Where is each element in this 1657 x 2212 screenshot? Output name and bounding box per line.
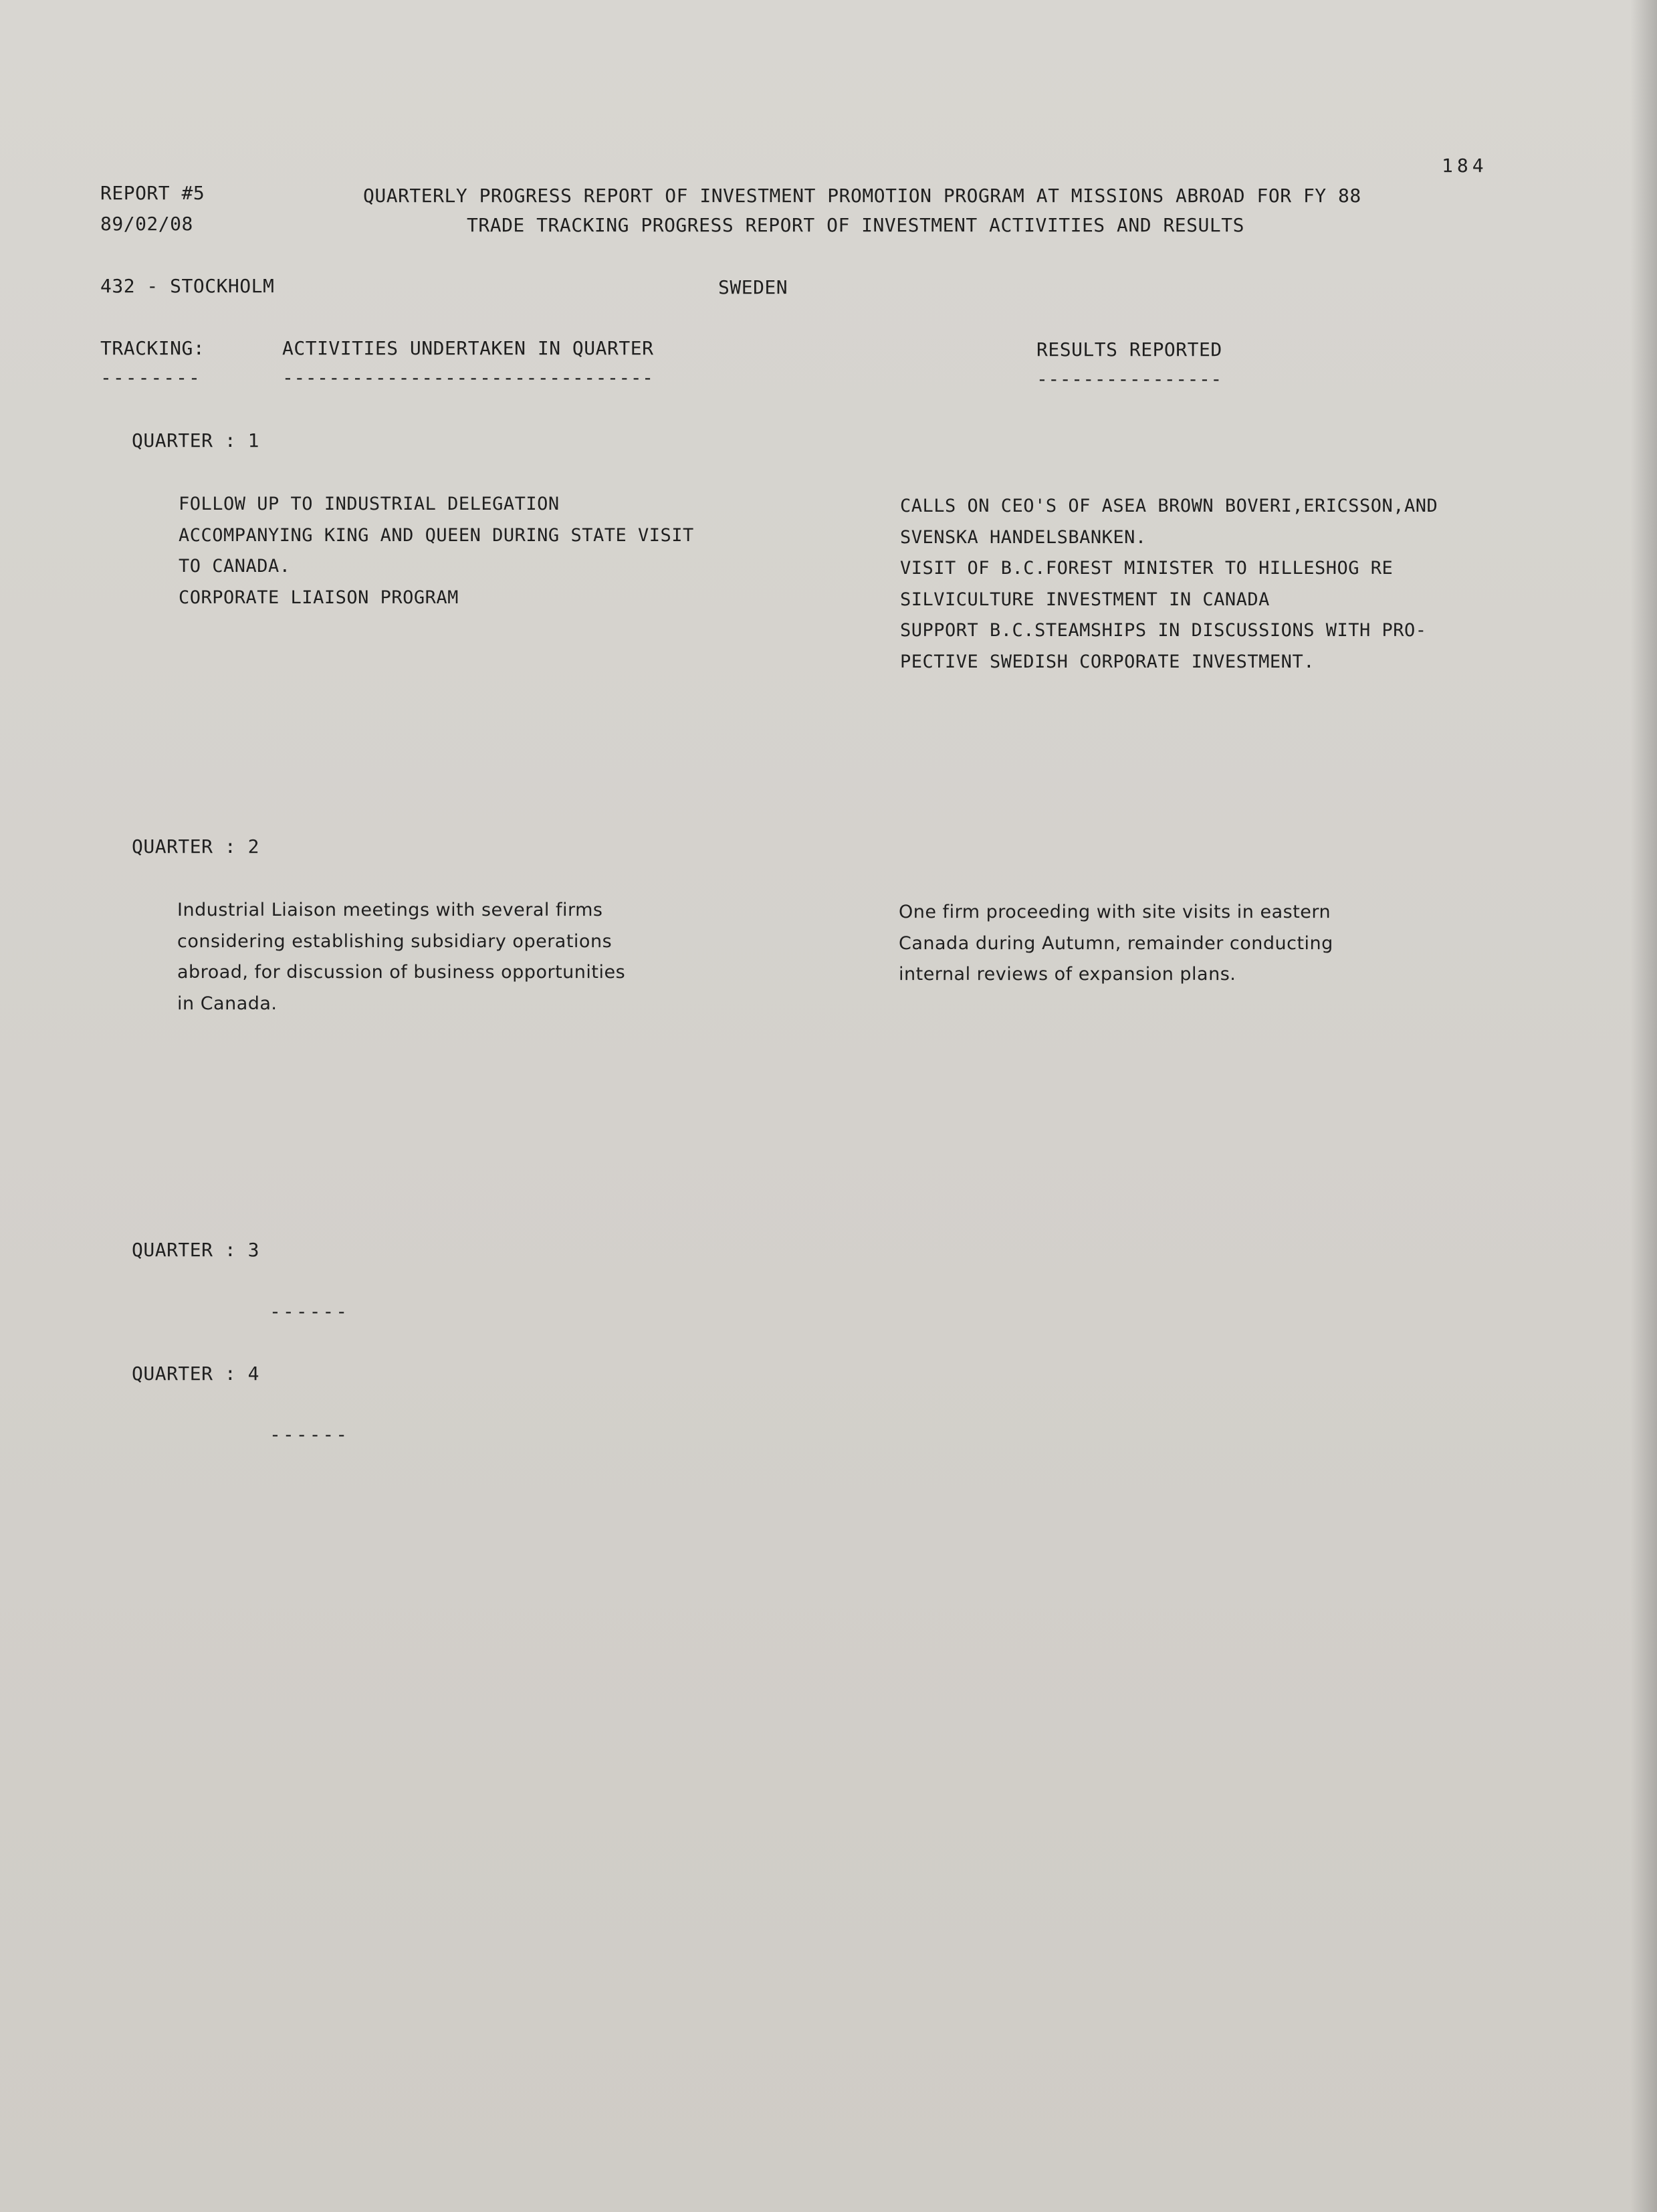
quarter-4-placeholder: ------: [269, 1423, 350, 1445]
report-number: REPORT #5: [100, 182, 205, 204]
report-date: 89/02/08: [100, 213, 193, 235]
quarter-2-label: QUARTER : 2: [132, 835, 259, 858]
tracking-rule: --------: [100, 367, 201, 389]
page-number: 184: [1442, 155, 1488, 177]
activities-heading: ACTIVITIES UNDERTAKEN IN QUARTER: [282, 337, 654, 359]
result-line: One firm proceeding with site visits in eastern: [899, 902, 1331, 922]
result-line: internal reviews of expansion plans.: [899, 964, 1236, 985]
quarter-3-placeholder: ------: [269, 1300, 350, 1322]
result-line: SUPPORT B.C.STEAMSHIPS IN DISCUSSIONS WITH PRO-: [900, 620, 1427, 641]
result-line: Canada during Autumn, remainder conducting: [899, 932, 1333, 954]
result-line: VISIT OF B.C.FOREST MINISTER TO HILLESHOG RE: [900, 558, 1394, 579]
report-title-line1: QUARTERLY PROGRESS REPORT OF INVESTMENT PROMOTION PROGRAM AT MISSIONS ABROAD FOR FY 88: [363, 185, 1361, 207]
tracking-heading: TRACKING:: [100, 337, 205, 359]
activity-line: CORPORATE LIAISON PROGRAM: [179, 587, 459, 608]
mission-name: 432 - STOCKHOLM: [100, 275, 275, 297]
activity-line: ACCOMPANYING KING AND QUEEN DURING STATE VISIT: [179, 524, 694, 546]
activity-line: considering establishing subsidiary operations: [177, 930, 613, 952]
activity-line: abroad, for discussion of business opportunities: [177, 962, 626, 983]
report-title-line2: TRADE TRACKING PROGRESS REPORT OF INVESTMENT ACTIVITIES AND RESULTS: [467, 214, 1244, 236]
results-heading: RESULTS REPORTED: [1036, 338, 1222, 361]
activity-line: in Canada.: [177, 993, 278, 1014]
quarter-2-activities: [177, 895, 625, 1019]
page-edge-shadow: [1630, 0, 1657, 2212]
result-line: SILVICULTURE INVESTMENT IN CANADA: [900, 589, 1270, 610]
country-name: SWEDEN: [718, 276, 788, 298]
activity-line: Industrial Liaison meetings with several firms: [177, 900, 603, 920]
result-line: CALLS ON CEO'S OF ASEA BROWN BOVERI,ERICSSON,AND: [900, 496, 1438, 516]
quarter-2-results: [899, 897, 1333, 991]
activities-rule: --------------------------------: [282, 367, 654, 389]
quarter-1-results: [900, 491, 1438, 678]
results-rule: ----------------: [1036, 368, 1222, 390]
result-line: SVENSKA HANDELSBANKEN.: [900, 526, 1147, 548]
activity-line: FOLLOW UP TO INDUSTRIAL DELEGATION: [179, 494, 560, 514]
quarter-1-label: QUARTER : 1: [132, 429, 259, 451]
quarter-3-label: QUARTER : 3: [132, 1239, 259, 1261]
activity-line: TO CANADA.: [179, 556, 291, 577]
result-line: PECTIVE SWEDISH CORPORATE INVESTMENT.: [900, 651, 1315, 672]
quarter-4-label: QUARTER : 4: [132, 1363, 259, 1385]
quarter-1-activities: [179, 489, 694, 613]
